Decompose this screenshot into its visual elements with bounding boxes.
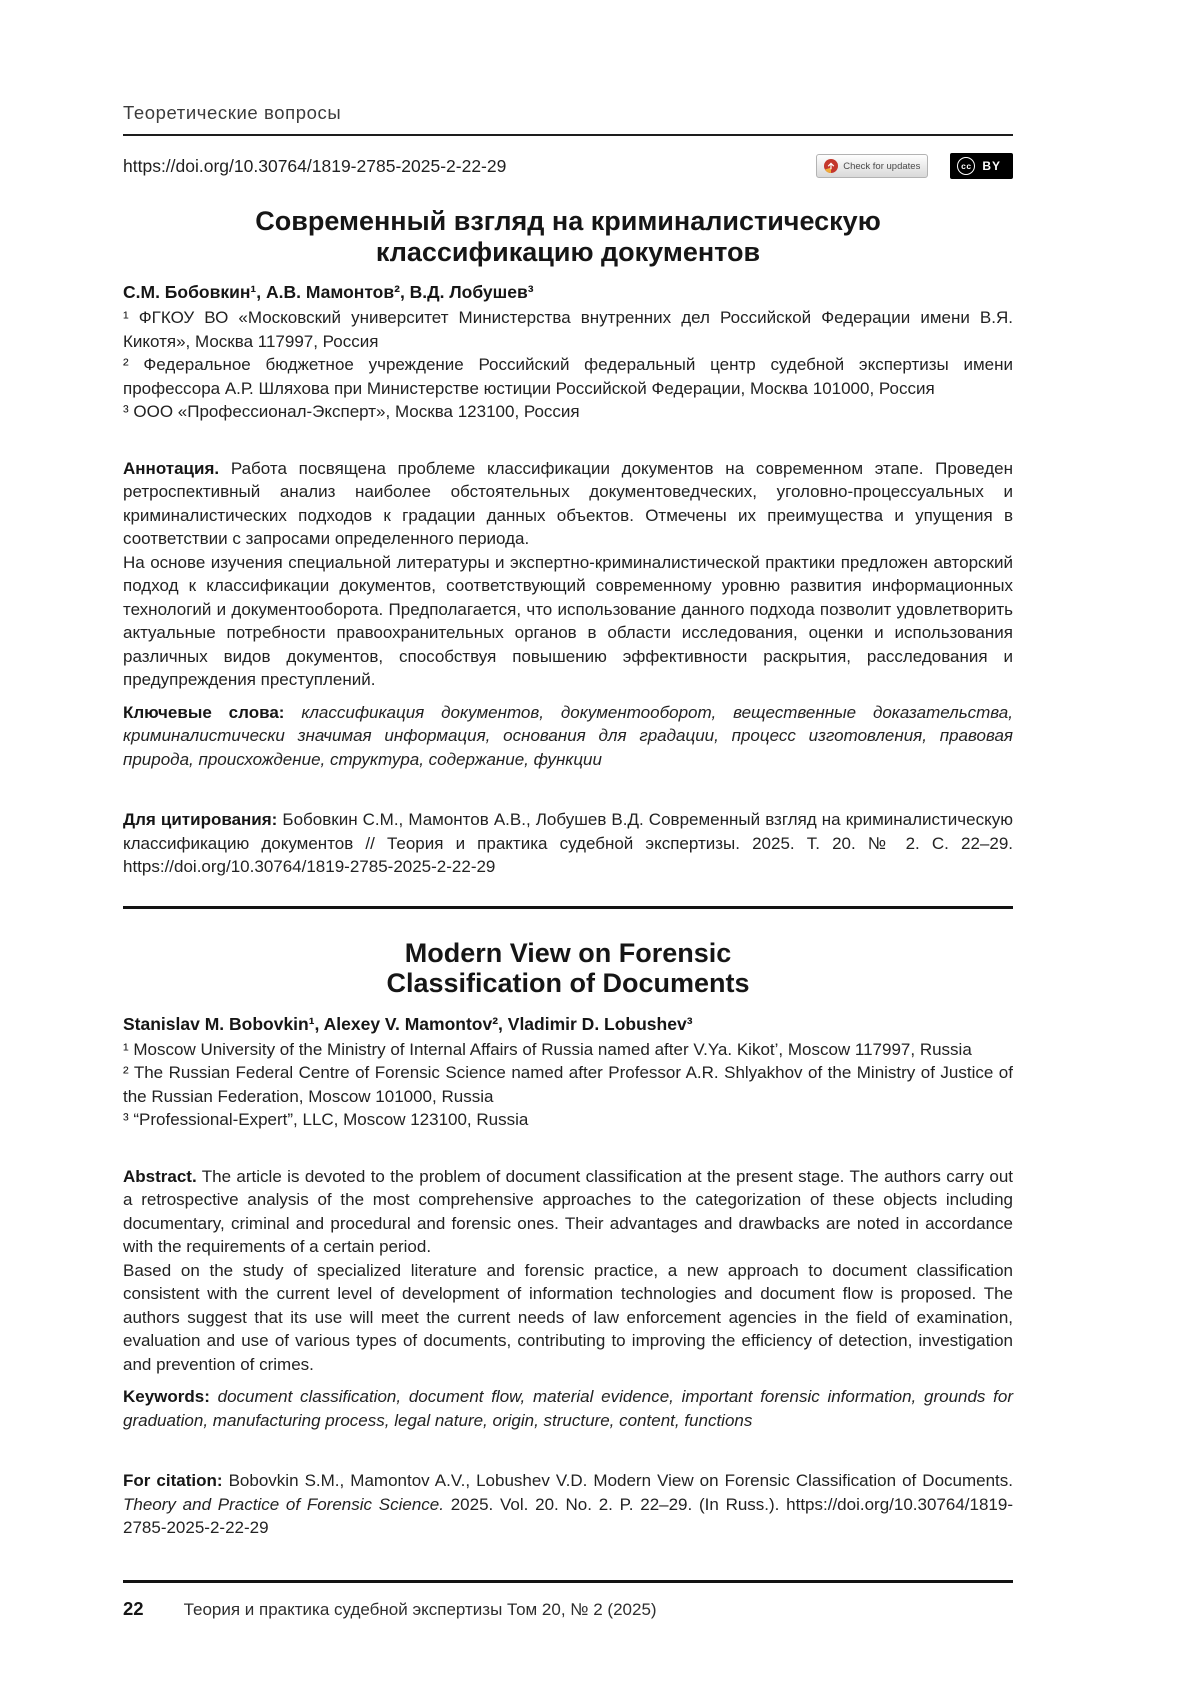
- badges: [816, 153, 1013, 179]
- journal-section-header: Теоретические вопросы: [123, 102, 342, 123]
- article-title-en-line2: Classification of Documents: [386, 968, 750, 998]
- citation-en-before: Bobovkin S.M., Mamontov A.V., Lobushev V.D. Modern View on Forensic Classification of Documents.: [222, 1471, 1013, 1490]
- citation-label-en: For citation:: [123, 1471, 223, 1490]
- page-number: 22: [123, 1597, 144, 1619]
- affiliation-ru-1: ¹ ФГКОУ ВО «Московский университет Министерства внутренних дел Российской Федерации имени В.Я. Кикотя», Москва 117997, Россия: [123, 308, 1013, 351]
- doi-link[interactable]: https://doi.org/10.30764/1819-2785-2025-2-22-29: [123, 155, 507, 176]
- doi-row: [123, 151, 1013, 181]
- authors-en: Stanislav M. Bobovkin¹, Alexey V. Mamontov², Vladimir D. Lobushev³: [123, 1013, 693, 1034]
- keywords-ru: [123, 701, 1013, 772]
- cc-icon: cc: [957, 157, 975, 175]
- article-page: [123, 0, 1013, 1620]
- cc-by-license-badge[interactable]: [950, 153, 1013, 179]
- article-title-en: [123, 938, 1013, 999]
- article-title-ru: [123, 206, 1013, 267]
- abstract-label-ru: Аннотация.: [123, 458, 220, 478]
- journal-footer-line: Теория и практика судебной экспертизы Том 20, № 2 (2025): [183, 1599, 657, 1619]
- affiliation-ru-2: ² Федеральное бюджетное учреждение Российский федеральный центр судебной экспертизы имени профессора А.Р. Шляхова при Министерстве юстиции Российской Федерации, Москва 101000, Россия: [123, 355, 1013, 398]
- russian-section: [123, 206, 1013, 879]
- affiliation-en-3: ³ “Professional-Expert”, LLC, Moscow 123100, Russia: [123, 1110, 529, 1129]
- abstract-ru-p1: [123, 457, 1013, 551]
- abstract-en-p1-text: The article is devoted to the problem of document classification at the present stage. The authors carry out a retrospective analysis of the most comprehensive approaches to the categorization of these objects including documentary, criminal and procedural and forensic ones. Their advantages and drawbacks are noted in accordance with the requirements of a certain period.: [123, 1166, 1013, 1256]
- crossmark-icon: [824, 159, 838, 173]
- affiliation-ru-3: ³ ООО «Профессионал-Эксперт», Москва 123100, Россия: [123, 402, 580, 421]
- article-title-ru-line1: Современный взгляд на криминалистическую: [255, 206, 881, 236]
- footer-rule: [123, 1580, 1013, 1583]
- check-for-updates-badge[interactable]: [816, 154, 928, 178]
- affiliation-en-1: ¹ Moscow University of the Ministry of Internal Affairs of Russia named after V.Ya. Kikot’, Moscow 117997, Russia: [123, 1039, 972, 1059]
- page-footer: [123, 1580, 1013, 1620]
- keywords-en: [123, 1385, 1013, 1432]
- cc-by-label: BY: [982, 159, 1001, 173]
- authors-ru: С.М. Бобовкин¹, А.В. Мамонтов², В.Д. Лобушев³: [123, 282, 534, 302]
- abstract-en-p2: Based on the study of specialized literature and forensic practice, a new approach to document classification consistent with the current level of development of information technologies and document flow is proposed. The authors suggest that its use will meet the current needs of law enforcement agencies in the field of examination, evaluation and use of various types of documents, contributing to improving the efficiency of detection, investigation and prevention of crimes.: [123, 1260, 1013, 1374]
- keywords-label-en: Keywords:: [123, 1387, 210, 1406]
- citation-en-journal: Theory and Practice of Forensic Science.: [123, 1494, 444, 1514]
- section-divider: [123, 906, 1013, 909]
- abstract-ru-p2: На основе изучения специальной литературы и экспертно-криминалистической практики предложен авторский подход к классификации документов, соответствующий современному уровню развития информационных технологий и документооборота. Предполагается, что использование данного подхода позволит удовлетворить актуальные потребности правоохранительных органов в области исследования, оценки и использования различных видов документов, способствуя повышению эффективности раскрытия, расследования и предупреждения преступлений.: [123, 552, 1013, 689]
- citation-ru-text: Бобовкин С.М., Мамонтов А.В., Лобушев В.Д. Современный взгляд на криминалистическую классификацию документов // Теория и практика судебной экспертизы. 2025. Т. 20. № 2. С. 22–29. https://doi.org/10.30764/1819-2785-2025-2-22-29: [123, 810, 1013, 876]
- footer-row: [123, 1598, 1013, 1620]
- check-for-updates-label: Check for updates: [843, 160, 921, 172]
- affiliation-en-2: ² The Russian Federal Centre of Forensic Science named after Professor A.R. Shlyakhov of the Ministry of Justice of the Russian Federation, Moscow 101000, Russia: [123, 1063, 1013, 1106]
- keywords-label-ru: Ключевые слова:: [123, 702, 285, 722]
- abstract-label-en: Abstract.: [123, 1166, 197, 1186]
- citation-ru: [123, 808, 1013, 879]
- citation-en-after: 2025. Vol. 20. No. 2. P. 22–29. (In Russ.). https://doi.org/10.30764/1819-2785-2025-2-22-29: [123, 1494, 1013, 1537]
- abstract-en: [123, 1165, 1013, 1433]
- header-rule: [123, 134, 1013, 136]
- abstract-ru-p1-text: Работа посвящена проблеме классификации документов на современном этапе. Проведен ретроспективный анализ наиболее обстоятельных документоведческих, уголовно-процессуальных и криминалистических подходов к градации данных объектов. Отмечены их преимущества и упущения в соответствии с запросами определенного периода.: [123, 458, 1013, 548]
- citation-label-ru: Для цитирования:: [123, 810, 278, 829]
- abstract-en-p1: [123, 1165, 1013, 1259]
- keywords-en-text: document classification, document flow, material evidence, important forensic information, grounds for graduation, manufacturing process, legal nature, origin, structure, content, functions: [123, 1387, 1013, 1430]
- article-title-en-line1: Modern View on Forensic: [404, 937, 732, 968]
- english-section: [123, 938, 1013, 1540]
- abstract-ru: [123, 457, 1013, 772]
- keywords-ru-text: классификация документов, документооборот, вещественные доказательства, криминалистически значимая информация, основания для градации, процесс изготовления, правовая природа, происхождение, структура, содержание, функции: [123, 702, 1013, 769]
- article-title-ru-line2: классификацию документов: [375, 236, 761, 267]
- citation-en: [123, 1469, 1013, 1540]
